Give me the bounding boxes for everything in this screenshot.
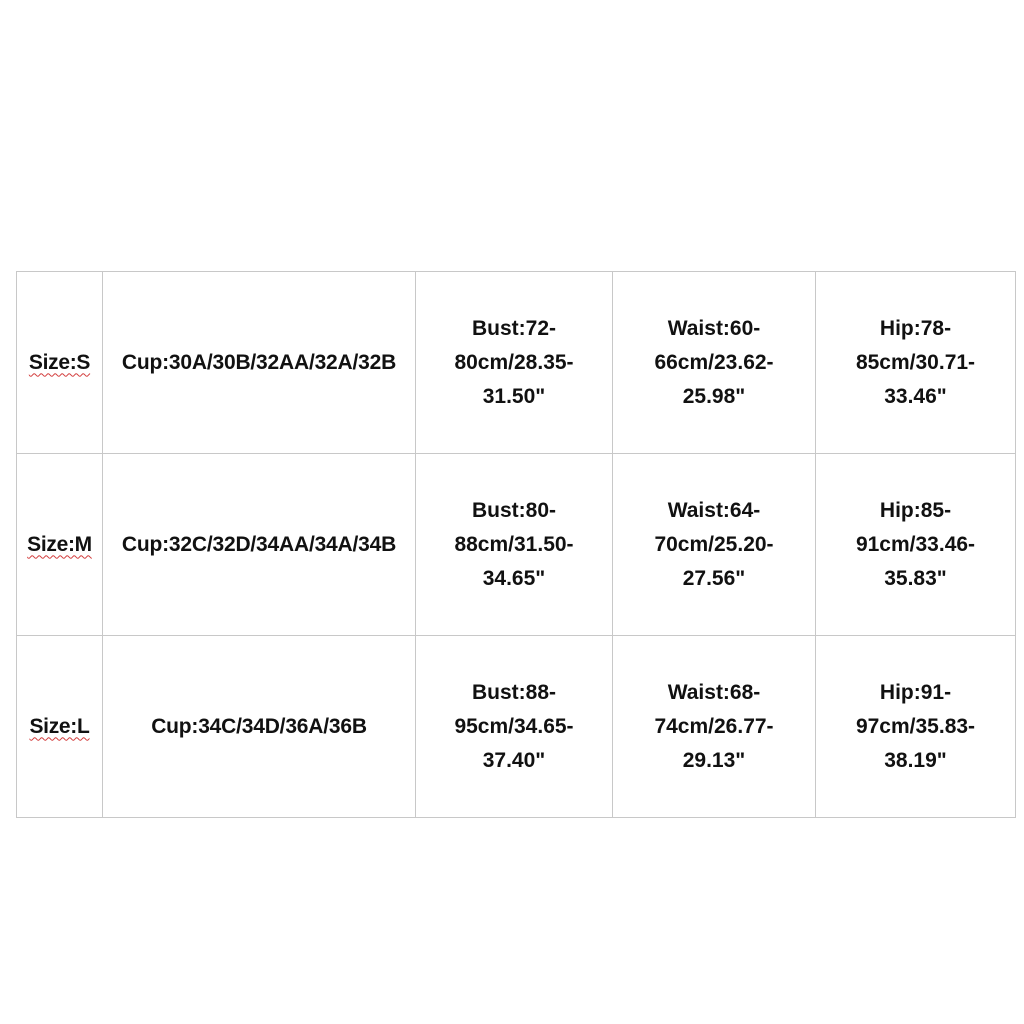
table-row-size-s <box>17 272 1016 454</box>
hip-measurement: Hip:85- 91cm/33.46- 35.83" <box>855 498 976 590</box>
size-label: Size:M <box>27 532 92 556</box>
bust-cell <box>416 454 613 636</box>
bust-measurement: Bust:72- 80cm/28.35- 31.50" <box>454 316 574 408</box>
hip-measurement: Hip:91- 97cm/35.83- 38.19" <box>855 680 976 772</box>
bust-cell <box>416 636 613 818</box>
table-row-size-m <box>17 454 1016 636</box>
cup-cell <box>103 454 416 636</box>
cup-sizes: Cup:30A/30B/32AA/32A/32B <box>121 350 397 374</box>
bust-cell <box>416 272 613 454</box>
hip-cell <box>816 272 1016 454</box>
waist-cell <box>613 636 816 818</box>
bust-measurement: Bust:88- 95cm/34.65- 37.40" <box>454 680 574 772</box>
bust-measurement: Bust:80- 88cm/31.50- 34.65" <box>454 498 574 590</box>
hip-cell <box>816 454 1016 636</box>
size-cell <box>17 454 103 636</box>
waist-measurement: Waist:60- 66cm/23.62- 25.98" <box>654 316 774 408</box>
cup-cell <box>103 272 416 454</box>
cup-cell <box>103 636 416 818</box>
waist-measurement: Waist:68- 74cm/26.77- 29.13" <box>654 680 774 772</box>
size-label: Size:L <box>29 714 90 738</box>
size-cell <box>17 272 103 454</box>
table-row-size-l <box>17 636 1016 818</box>
cup-sizes: Cup:34C/34D/36A/36B <box>151 714 367 738</box>
cup-sizes: Cup:32C/32D/34AA/34A/34B <box>121 532 397 556</box>
waist-cell <box>613 272 816 454</box>
waist-cell <box>613 454 816 636</box>
size-label: Size:S <box>28 350 91 374</box>
size-chart-table <box>16 271 1016 818</box>
hip-cell <box>816 636 1016 818</box>
size-cell <box>17 636 103 818</box>
waist-measurement: Waist:64- 70cm/25.20- 27.56" <box>654 498 774 590</box>
hip-measurement: Hip:78- 85cm/30.71- 33.46" <box>855 316 976 408</box>
